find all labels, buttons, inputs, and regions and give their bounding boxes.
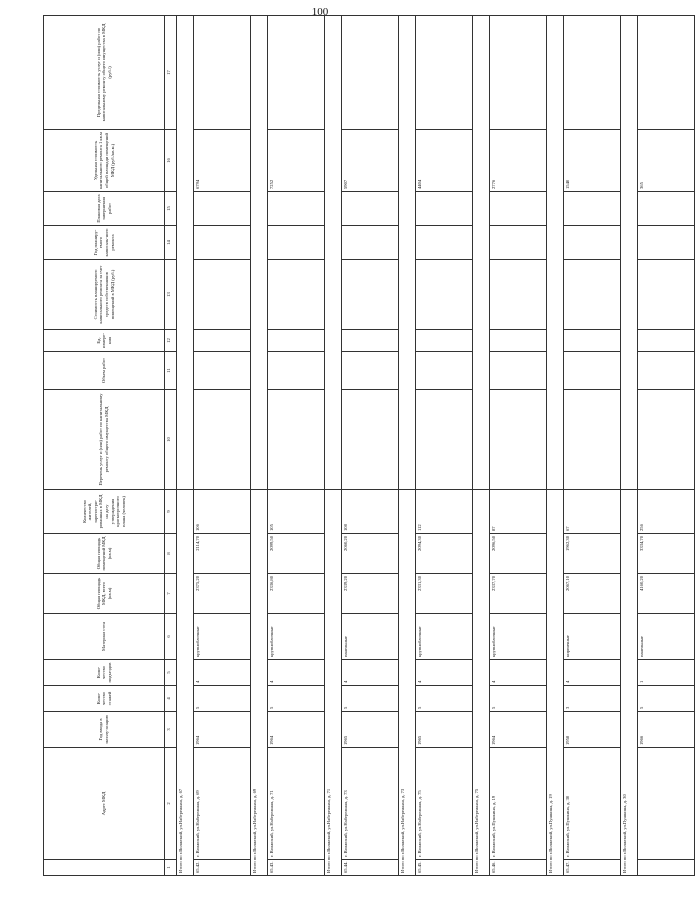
cell-costs bbox=[564, 260, 621, 330]
cell-costs bbox=[490, 260, 547, 330]
table-row bbox=[638, 16, 695, 876]
cell-address: г. Волжский, ул.Пушкина, д. 19 bbox=[490, 748, 547, 860]
column-number-cell: 3 bbox=[165, 712, 177, 748]
cell-year: 1964 bbox=[268, 712, 325, 748]
cell-works bbox=[564, 390, 621, 490]
cell-no: 65.43. bbox=[268, 860, 325, 876]
header-cell: Предельная стоимость услуг и (или) работ по капитальному ремонту общего имущества в МКД (руб./) bbox=[44, 16, 165, 130]
cell-volumes bbox=[194, 352, 251, 390]
cell-years bbox=[564, 226, 621, 260]
cell-walls: панельные bbox=[342, 614, 399, 660]
column-number-cell: 16 bbox=[165, 130, 177, 192]
column-number-cell: 9 bbox=[165, 490, 177, 534]
cell-dates bbox=[490, 192, 547, 226]
cell-volumes bbox=[342, 352, 399, 390]
cell-entrances: 4 bbox=[194, 660, 251, 686]
cell-works bbox=[416, 390, 473, 490]
cell-limits bbox=[564, 16, 621, 130]
page-number: 100 bbox=[311, 6, 329, 18]
column-number-cell: 13 bbox=[165, 260, 177, 330]
cell-unit_cost: 2776 bbox=[490, 130, 547, 192]
cell-no bbox=[638, 860, 695, 876]
cell-entrances: 4 bbox=[416, 660, 473, 686]
cell-year: 1964 bbox=[194, 712, 251, 748]
header-cell: Количество жителей, зарегистри-рованных в МКД на дату утверждения краткосрочного плана (человек) bbox=[44, 490, 165, 534]
cell-years bbox=[638, 226, 695, 260]
cell-no: 65.47. bbox=[564, 860, 621, 876]
column-number-cell: 15 bbox=[165, 192, 177, 226]
cell-address: г. Волжский, ул.Набережная, д. 71 bbox=[268, 748, 325, 860]
cell-limits bbox=[268, 16, 325, 130]
cell-walls: крупноблочные bbox=[194, 614, 251, 660]
header-cell: Общая площадь помещений МКД (кв.м) bbox=[44, 534, 165, 574]
table-row bbox=[268, 16, 325, 876]
header-cell: Перечень услуг и (или) работ по капитальному ремонту общего имущества МКД bbox=[44, 390, 165, 490]
cell-unit_cost: 1540 bbox=[564, 130, 621, 192]
cell-unit_cost: 4404 bbox=[416, 130, 473, 192]
cell-floors: 5 bbox=[416, 686, 473, 712]
header-cell: Коли-чество подъездов bbox=[44, 660, 165, 686]
total-row bbox=[547, 16, 564, 876]
cell-area_rooms: 2114,70 bbox=[194, 534, 251, 574]
total-row bbox=[473, 16, 490, 876]
header-cell: Общая площадь МКД, всего (кв.м) bbox=[44, 574, 165, 614]
cell-limits bbox=[416, 16, 473, 130]
cell-volumes bbox=[416, 352, 473, 390]
cell-walls: крупноблочные bbox=[490, 614, 547, 660]
cell-entrances: 4 bbox=[490, 660, 547, 686]
header-cell: Год ввода в эксплу-атацию bbox=[44, 712, 165, 748]
header-cell: Плановая дата завершения работ bbox=[44, 192, 165, 226]
column-number-cell: 12 bbox=[165, 330, 177, 352]
cell-area_total: 2331,30 bbox=[416, 574, 473, 614]
cell-no: 65.42. bbox=[194, 860, 251, 876]
total-row bbox=[325, 16, 342, 876]
cell-unit_cost: 365 bbox=[638, 130, 695, 192]
cell-years bbox=[416, 226, 473, 260]
cell-residents: 112 bbox=[416, 490, 473, 534]
total-row bbox=[621, 16, 638, 876]
cell-costs bbox=[194, 260, 251, 330]
total-values bbox=[325, 16, 342, 490]
cell-area_rooms: 3334,70 bbox=[638, 534, 695, 574]
cell-area_rooms: 2094,30 bbox=[416, 534, 473, 574]
cell-address bbox=[638, 748, 695, 860]
table-row bbox=[416, 16, 473, 876]
cell-area_rooms: 2099,50 bbox=[268, 534, 325, 574]
cell-volumes bbox=[490, 352, 547, 390]
total-label: Итого по г.Волжский, ул.Пушкина, д. 19 bbox=[547, 490, 564, 876]
cell-years bbox=[490, 226, 547, 260]
cell-address: г. Волжский, ул.Набережная, д. 75 bbox=[416, 748, 473, 860]
cell-works bbox=[194, 390, 251, 490]
cell-year: 1964 bbox=[490, 712, 547, 748]
total-label: Итого по г.Волжский, ул.Набережная, д. 67 bbox=[177, 490, 194, 876]
total-row bbox=[251, 16, 268, 876]
cell-years bbox=[342, 226, 399, 260]
total-values bbox=[547, 16, 564, 490]
cell-residents: 87 bbox=[490, 490, 547, 534]
table-row bbox=[342, 16, 399, 876]
cell-residents: 108 bbox=[342, 490, 399, 534]
total-label: Итого по г.Волжский, ул.Пушкина, д. 30 bbox=[621, 490, 638, 876]
cell-works bbox=[638, 390, 695, 490]
cell-area_total: 4160,20 bbox=[638, 574, 695, 614]
cell-limits bbox=[194, 16, 251, 130]
header-cell: Год планиру-емого капиталь-ного ремонта bbox=[44, 226, 165, 260]
cell-units bbox=[194, 330, 251, 352]
cell-floors: 5 bbox=[490, 686, 547, 712]
total-values bbox=[399, 16, 416, 490]
header-cell bbox=[44, 860, 165, 876]
cell-area_rooms: 2096,50 bbox=[490, 534, 547, 574]
cell-year: 1965 bbox=[416, 712, 473, 748]
total-label: Итого по г.Волжский, ул.Набережная, д. 75 bbox=[473, 490, 490, 876]
total-label: Итого по г.Волжский, ул.Набережная, д. 71 bbox=[325, 490, 342, 876]
cell-volumes bbox=[268, 352, 325, 390]
cell-walls: кирпичные bbox=[564, 614, 621, 660]
cell-residents: 67 bbox=[564, 490, 621, 534]
cell-floors: 5 bbox=[194, 686, 251, 712]
repair-plan-table bbox=[43, 15, 695, 876]
header-row bbox=[44, 16, 165, 876]
cell-address: г. Волжский, ул.Пушкина, д. 30 bbox=[564, 748, 621, 860]
cell-units bbox=[416, 330, 473, 352]
cell-entrances: 4 bbox=[564, 660, 621, 686]
cell-entrances: 4 bbox=[268, 660, 325, 686]
cell-walls: крупноблочные bbox=[416, 614, 473, 660]
header-cell: Адрес МКД bbox=[44, 748, 165, 860]
header-cell: Стоимость планируемого капитального ремонта за счет средств собственников помещений в МКД (руб.) bbox=[44, 260, 165, 330]
cell-area_total: 2337,70 bbox=[490, 574, 547, 614]
cell-units bbox=[342, 330, 399, 352]
cell-year: 1958 bbox=[564, 712, 621, 748]
cell-walls: крупноблочные bbox=[268, 614, 325, 660]
cell-floors: 5 bbox=[342, 686, 399, 712]
cell-residents: 105 bbox=[268, 490, 325, 534]
column-number-cell: 5 bbox=[165, 660, 177, 686]
cell-area_total: 2339,20 bbox=[342, 574, 399, 614]
cell-works bbox=[490, 390, 547, 490]
cell-entrances: 1 bbox=[638, 660, 695, 686]
table-body bbox=[177, 16, 695, 876]
cell-works bbox=[268, 390, 325, 490]
cell-year: 1966 bbox=[638, 712, 695, 748]
cell-no: 65.46. bbox=[490, 860, 547, 876]
column-number-cell: 6 bbox=[165, 614, 177, 660]
table-row bbox=[194, 16, 251, 876]
cell-limits bbox=[342, 16, 399, 130]
column-number-row bbox=[165, 16, 177, 876]
cell-year: 1965 bbox=[342, 712, 399, 748]
cell-area_rooms: 1962,30 bbox=[564, 534, 621, 574]
cell-residents: 106 bbox=[194, 490, 251, 534]
header-cell: Объем работ bbox=[44, 352, 165, 390]
table-header bbox=[44, 16, 177, 876]
cell-years bbox=[194, 226, 251, 260]
column-number-cell: 17 bbox=[165, 16, 177, 130]
cell-dates bbox=[268, 192, 325, 226]
cell-floors: 5 bbox=[268, 686, 325, 712]
cell-costs bbox=[342, 260, 399, 330]
column-number-cell: 2 bbox=[165, 748, 177, 860]
total-label: Итого по г.Волжский, ул.Набережная, д. 73 bbox=[399, 490, 416, 876]
cell-unit_cost: 7252 bbox=[268, 130, 325, 192]
cell-dates bbox=[342, 192, 399, 226]
rotated-sheet bbox=[43, 16, 644, 876]
column-number-cell: 1 bbox=[165, 860, 177, 876]
cell-dates bbox=[638, 192, 695, 226]
cell-address: г. Волжский, ул.Набережная, д. 69 bbox=[194, 748, 251, 860]
cell-entrances: 4 bbox=[342, 660, 399, 686]
total-values bbox=[621, 16, 638, 490]
column-number-cell: 4 bbox=[165, 686, 177, 712]
header-cell: Ед. измере-ния bbox=[44, 330, 165, 352]
cell-address: г. Волжский, ул.Набережная, д. 73 bbox=[342, 748, 399, 860]
cell-costs bbox=[638, 260, 695, 330]
cell-area_total: 2067,10 bbox=[564, 574, 621, 614]
total-values bbox=[251, 16, 268, 490]
cell-area_total: 2375,20 bbox=[194, 574, 251, 614]
cell-costs bbox=[268, 260, 325, 330]
cell-units bbox=[638, 330, 695, 352]
cell-area_total: 2336,80 bbox=[268, 574, 325, 614]
total-values bbox=[473, 16, 490, 490]
total-row bbox=[399, 16, 416, 876]
cell-units bbox=[490, 330, 547, 352]
cell-no: 65.45. bbox=[416, 860, 473, 876]
total-values bbox=[177, 16, 194, 490]
cell-dates bbox=[564, 192, 621, 226]
header-cell: Коли-чество этажей bbox=[44, 686, 165, 712]
cell-walls: панельные bbox=[638, 614, 695, 660]
cell-years bbox=[268, 226, 325, 260]
column-number-cell: 8 bbox=[165, 534, 177, 574]
header-cell: Удельная стоимость капитального ремонта 1 кв.м общей площади помещений МКД (руб./кв.м.) bbox=[44, 130, 165, 192]
header-cell: Материал стен bbox=[44, 614, 165, 660]
cell-costs bbox=[416, 260, 473, 330]
cell-volumes bbox=[564, 352, 621, 390]
cell-floors: 5 bbox=[638, 686, 695, 712]
cell-dates bbox=[194, 192, 251, 226]
cell-unit_cost: 6794 bbox=[194, 130, 251, 192]
cell-limits bbox=[638, 16, 695, 130]
cell-floors: 3 bbox=[564, 686, 621, 712]
column-number-cell: 11 bbox=[165, 352, 177, 390]
total-label: Итого по г.Волжский, ул.Набережная, д. 69 bbox=[251, 490, 268, 876]
total-row bbox=[177, 16, 194, 876]
column-number-cell: 10 bbox=[165, 390, 177, 490]
cell-unit_cost: 5907 bbox=[342, 130, 399, 192]
cell-area_rooms: 2060,20 bbox=[342, 534, 399, 574]
table-row bbox=[564, 16, 621, 876]
cell-units bbox=[268, 330, 325, 352]
table-row bbox=[490, 16, 547, 876]
cell-limits bbox=[490, 16, 547, 130]
cell-works bbox=[342, 390, 399, 490]
column-number-cell: 7 bbox=[165, 574, 177, 614]
column-number-cell: 14 bbox=[165, 226, 177, 260]
cell-residents: 256 bbox=[638, 490, 695, 534]
cell-dates bbox=[416, 192, 473, 226]
cell-no: 65.44. bbox=[342, 860, 399, 876]
cell-units bbox=[564, 330, 621, 352]
cell-volumes bbox=[638, 352, 695, 390]
